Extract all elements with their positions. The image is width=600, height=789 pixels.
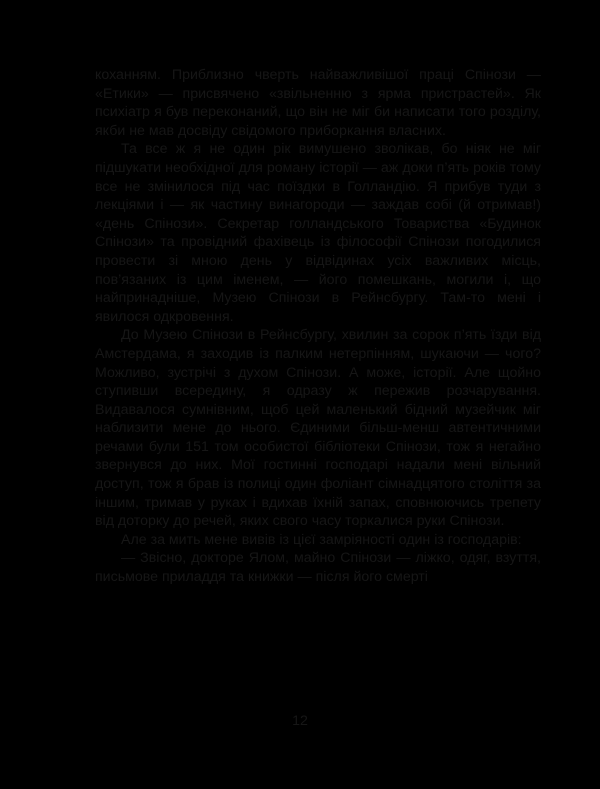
page-number: 12	[292, 713, 308, 729]
body-text	[95, 66, 541, 587]
paragraph-2: Та все ж я не один рік вимушено зволікав, бо ніяк не міг підшукати необхідної для роману історії — аж доки п’ять років тому все не змінилося під час поїздки в Голландію. Я прибув туди з лекціями і — як частину винагороди — заждав собі (й отримав!) «день Спінози». Секретар голландського Товариства «Будинок Спінози» та провідний фахівець із філософії Спінози погодилися провести зі мною день у відвідинах усіх важливих місць, пов’язаних із цим іменем, — його помешкань, могили і, що найпринадніше, Музею Спінози в Рейнсбургу. Там-то мені і явилося одкровення.	[95, 141, 541, 325]
paragraph-1: коханням. Приблизно чверть найважливішої праці Спінози — «Етики» — присвячено «звільненню з ярма пристрастей». Як психіатр я був переконаний, що він не міг би написати того розділу, якби не мав досвіду свідомого приборкання власних.	[95, 67, 541, 139]
paragraph-4: Але за мить мене вивів із цієї замріяності один із господарів:	[121, 531, 522, 548]
paragraph-3: До Музею Спінози в Рейнсбургу, хвилин за сорок п’ять їзди від Амстердама, я заходив із палким нетерпінням, шукаючи — чого? Можливо, зустрічі з духом Спінози. А може, історії. Але щойно ступивши всередину, я одразу ж пережив розчарування. Видавалося сумнівним, щоб цей маленький бідний музейчик міг наблизити мене до нього. Єдиними більш-менш автентичними речами були 151 том особистої бібліотеки Спінози, тож я негайно звернувся до них. Мої гостинні господарі надали мені вільний доступ, тож я брав із полиці один фоліант сімнадцятого століття за іншим, тримав у руках і вдихав їхній запах, сповнюючись трепету від доторку до речей, яких свого часу торкалися руки Спінози.	[95, 327, 541, 530]
paragraph-5: — Звісно, докторе Ялом, майно Спінози — ліжко, одяг, взуття, письмове приладдя та книжки — після його смерті	[95, 550, 541, 586]
